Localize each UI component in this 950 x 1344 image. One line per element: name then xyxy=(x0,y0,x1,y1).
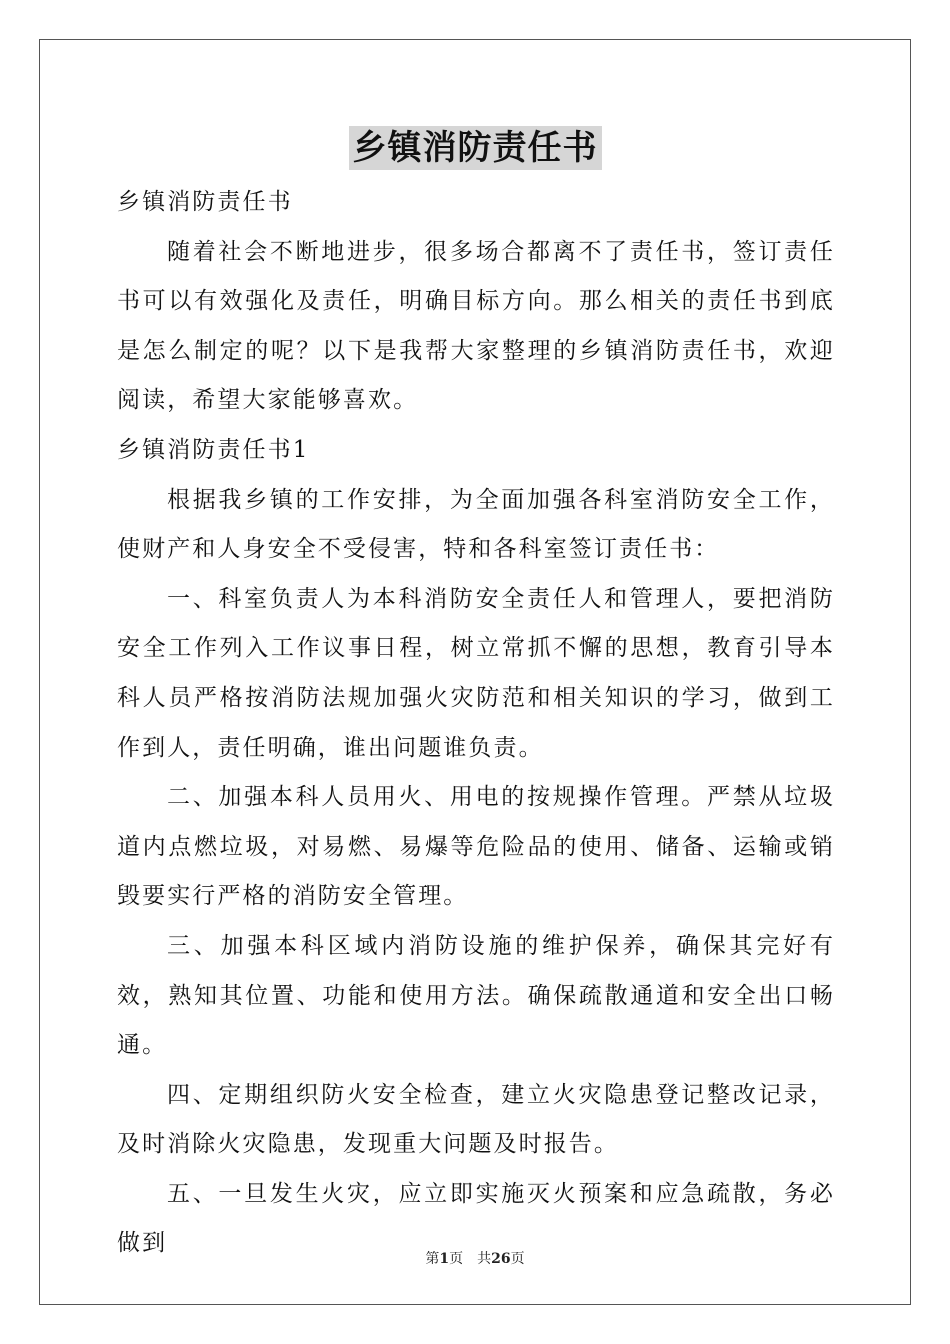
subtitle-line: 乡镇消防责任书 xyxy=(117,189,293,215)
section-heading-1: 乡镇消防责任书1 xyxy=(117,436,310,463)
clause-3: 三、加强本科区域内消防设施的维护保养，确保其完好有效，熟知其位置、功能和使用方法。确保疏散通道和安全出口畅通。 xyxy=(117,932,835,1059)
paragraph-preamble: 根据我乡镇的工作安排，为全面加强各科室消防安全工作，使财产和人身安全不受侵害，特和各科室签订责任书： xyxy=(117,486,835,563)
clause-2: 二、加强本科人员用火、用电的按规操作管理。严禁从垃圾道内点燃垃圾，对易燃、易爆等危险品的使用、储备、运输或销毁要实行严格的消防安全管理。 xyxy=(117,784,835,910)
footer-prefix: 第 xyxy=(425,1251,440,1267)
document-title: 乡镇消防责任书 xyxy=(349,126,602,170)
footer-mid: 页 共 xyxy=(449,1251,492,1267)
clause-5: 五、一旦发生火灾，应立即实施灭火预案和应急疏散，务必做到 xyxy=(117,1180,835,1257)
paragraph-intro: 随着社会不断地进步，很多场合都离不了责任书，签订责任书可以有效强化及责任，明确目标方向。那么相关的责任书到底是怎么制定的呢？以下是我帮大家整理的乡镇消防责任书，欢迎阅读，希望大家能够喜欢。 xyxy=(117,238,835,414)
title-wrap xyxy=(0,126,950,170)
page-footer xyxy=(0,1248,950,1268)
document-body xyxy=(117,178,835,1269)
footer-page-number: 1 xyxy=(439,1251,450,1267)
clause-1: 一、科室负责人为本科消防安全责任人和管理人，要把消防安全工作列入工作议事日程，树立常抓不懈的思想，教育引导本科人员严格按消防法规加强火灾防范和相关知识的学习，做到工作到人，责任明确，谁出问题谁负责。 xyxy=(117,585,835,761)
footer-total-pages: 26 xyxy=(491,1251,511,1267)
footer-suffix: 页 xyxy=(510,1251,525,1267)
clause-4: 四、定期组织防火安全检查，建立火灾隐患登记整改记录，及时消除火灾隐患，发现重大问题及时报告。 xyxy=(117,1081,835,1158)
